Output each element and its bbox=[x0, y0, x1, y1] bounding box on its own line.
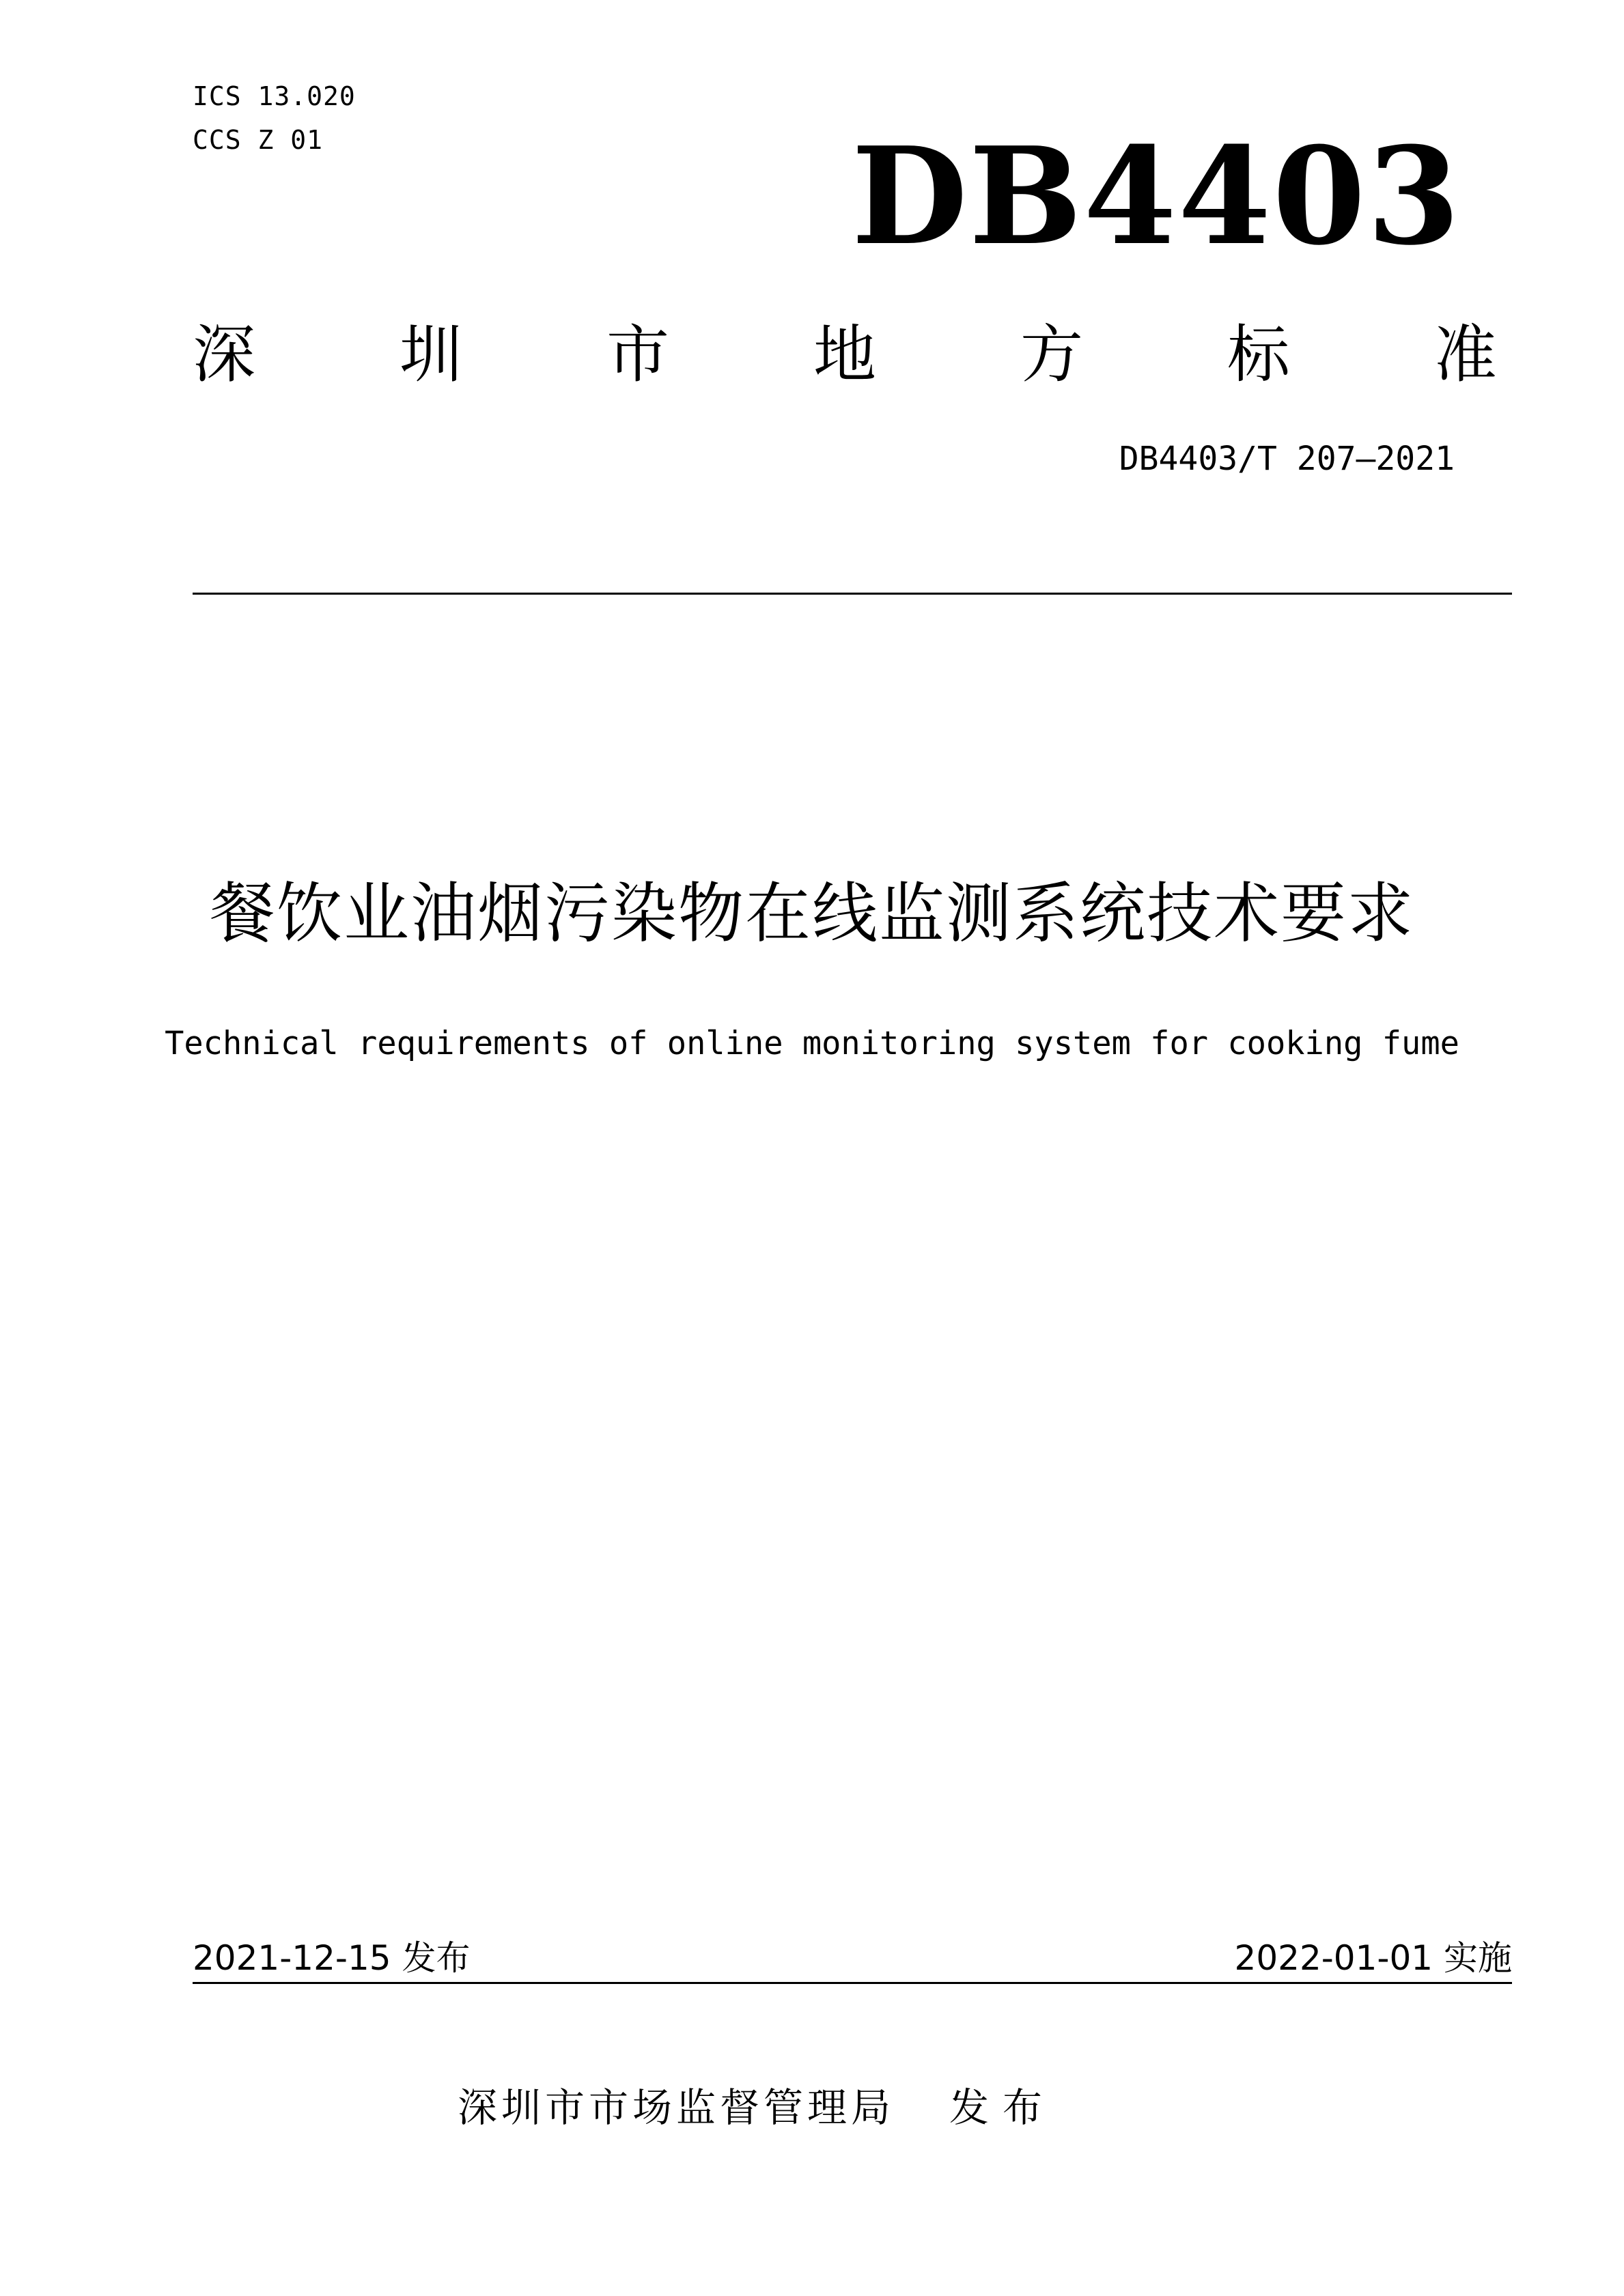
top-divider bbox=[193, 593, 1512, 595]
standard-number: DB4403/T 207—2021 bbox=[1119, 440, 1455, 478]
implementation-date: 2022-01-01 实施 bbox=[1234, 1938, 1512, 1978]
standard-kind-char: 标 bbox=[1227, 318, 1290, 391]
standard-kind-char: 地 bbox=[813, 318, 876, 391]
publisher-action: 发布 bbox=[949, 2084, 1056, 2131]
standard-kind-char: 深 bbox=[193, 318, 256, 391]
standard-kind-heading bbox=[193, 317, 1497, 393]
bottom-divider bbox=[193, 1982, 1512, 1984]
standard-kind-char: 圳 bbox=[399, 318, 462, 391]
ics-code: ICS 13.020 bbox=[193, 81, 356, 111]
issue-date: 2021-12-15 发布 bbox=[193, 1938, 471, 1978]
standard-kind-char: 准 bbox=[1433, 318, 1497, 391]
standard-kind-char: 市 bbox=[606, 318, 669, 391]
standard-kind-char: 方 bbox=[1020, 318, 1083, 391]
document-title-zh: 餐饮业油烟污染物在线监测系统技术要求 bbox=[210, 875, 1414, 952]
ccs-code: CCS Z 01 bbox=[193, 125, 324, 155]
document-title-en: Technical requirements of online monitoring system for cooking fume bbox=[165, 1025, 1459, 1062]
publisher-name: 深圳市市场监督管理局 bbox=[458, 2084, 895, 2131]
publisher-line bbox=[458, 2084, 1209, 2131]
standard-code-logo: DB4403 bbox=[851, 118, 1461, 275]
